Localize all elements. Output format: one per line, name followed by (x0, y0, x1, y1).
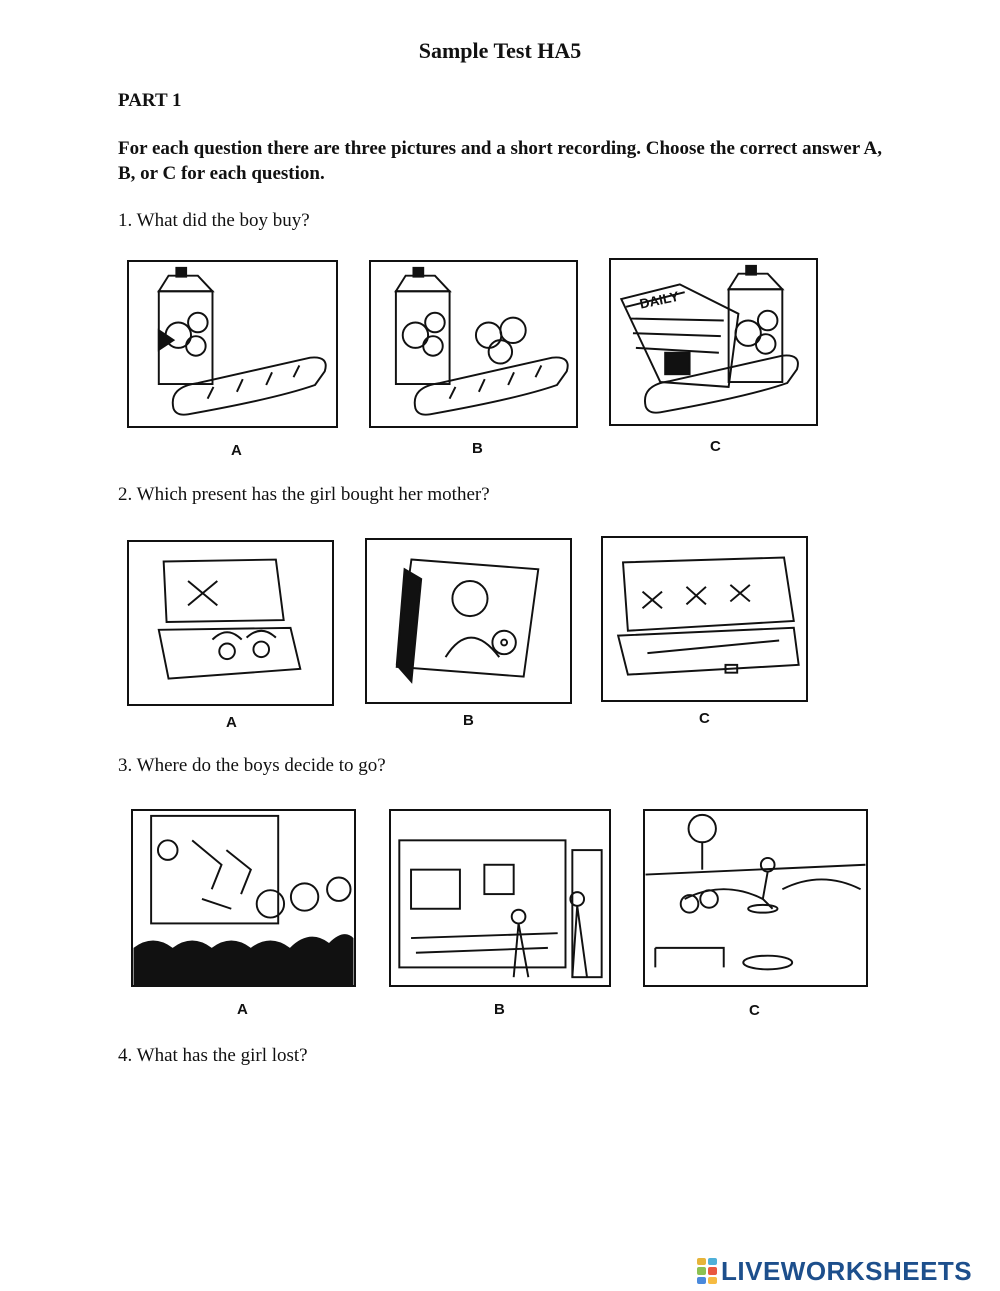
skate-park-illustration (645, 811, 866, 985)
q3-option-c: C (749, 1002, 760, 1019)
q3-picture-c[interactable] (643, 809, 868, 987)
newspaper-masthead: DAILY (638, 288, 681, 312)
q3-option-b: B (494, 1001, 505, 1018)
q2-picture-b[interactable] (365, 538, 572, 704)
juice-and-bread-illustration (129, 262, 336, 426)
pen-box-illustration (603, 538, 806, 700)
q1-option-c: C (710, 438, 721, 455)
q3-picture-b[interactable] (389, 809, 611, 987)
q3-picture-a[interactable] (131, 809, 356, 987)
earrings-box-illustration (129, 542, 332, 704)
q1-picture-c[interactable] (609, 258, 818, 426)
q3-option-a: A (237, 1001, 248, 1018)
q1-option-a: A (231, 442, 242, 459)
part-heading: PART 1 (118, 90, 182, 111)
liveworksheets-logo (697, 1255, 997, 1287)
question-2: 2. Which present has the girl bought her mother? (118, 484, 490, 505)
instructions: For each question there are three pictures and a short recording. Choose the correct answer A, B, or C for each question. (118, 138, 882, 184)
q2-picture-c[interactable] (601, 536, 808, 702)
q1-picture-b[interactable] (369, 260, 578, 428)
music-cd-illustration (367, 540, 570, 702)
q1-option-b: B (472, 440, 483, 457)
shop-window-illustration (391, 811, 609, 985)
q2-option-c: C (699, 710, 710, 727)
question-3: 3. Where do the boys decide to go? (118, 755, 386, 776)
page-title: Sample Test HA5 (418, 38, 582, 63)
logo-mark-icon (697, 1258, 717, 1284)
q2-picture-a[interactable] (127, 540, 334, 706)
brand-name: LIVEWORKSHEETS (721, 1255, 973, 1286)
q2-option-a: A (226, 714, 237, 731)
newspaper-juice-bread-illustration (611, 260, 816, 424)
juice-bread-oranges-illustration (371, 262, 576, 426)
q2-option-b: B (463, 712, 474, 729)
cinema-illustration (133, 811, 354, 985)
question-1: 1. What did the boy buy? (118, 210, 310, 231)
q1-picture-a[interactable] (127, 260, 338, 428)
question-4: 4. What has the girl lost? (118, 1045, 308, 1066)
